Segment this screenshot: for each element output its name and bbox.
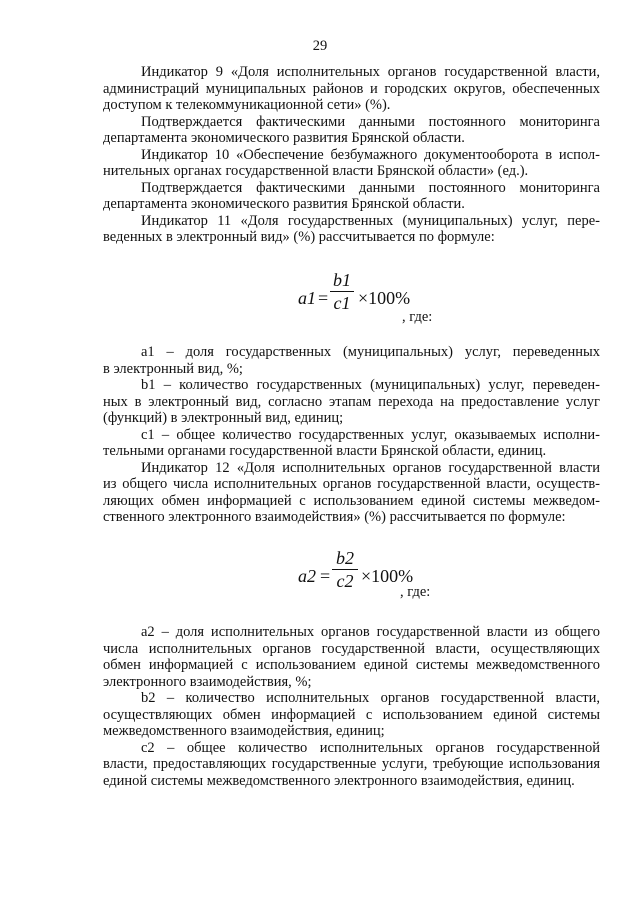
text-line: из общего числа исполнительных органов государственной власти, осуществ- (103, 476, 600, 492)
text-line: власти, предоставляющих государственные услуги, требующие использования (103, 756, 600, 772)
text-line: в электронный вид, %; (103, 360, 243, 377)
formula-lhs: a2 (298, 566, 316, 586)
formula-multiplier: ×100% (358, 288, 411, 308)
formula-where-label: , где: (402, 309, 433, 325)
text-line: Индикатор 12 «Доля исполнительных органов государственной власти (141, 459, 600, 476)
formula-numerator: b2 (336, 548, 354, 568)
formula-equals: = (318, 288, 329, 308)
text-line: Индикатор 11 «Доля государственных (муниципальных) услуг, пере- (141, 212, 600, 229)
text-line: обмен информацией с использованием единой системы межведомственного (103, 657, 600, 673)
formula-lhs: a1 (298, 288, 316, 308)
text-line: доступом к телекоммуникационной сети» (%). (103, 97, 391, 113)
text-line: единой системы межведомственного электронного взаимодействия, единиц. (103, 772, 575, 789)
formula-denominator: c1 (333, 293, 351, 313)
formula-a2 (298, 548, 498, 608)
text-line: веденных в электронный вид» (%) рассчитывается по формуле: (103, 229, 495, 245)
text-line: межведомственного взаимодействия, единиц; (103, 723, 385, 739)
text-line: тельными органами государственной власти Брянской области, единиц. (103, 443, 547, 459)
text-line: электронного взаимодействия, %; (103, 673, 312, 690)
text-line: а1 – доля государственных (муниципальных) услуг, переведенных (141, 344, 600, 360)
page-number: 29 (312, 38, 328, 54)
text-line: b2 – количество исполнительных органов государственной власти, (141, 690, 600, 706)
text-block-indicators-9-11 (103, 64, 600, 246)
formula-a1 (298, 270, 498, 330)
text-line: департамента экономического развития Брянской области. (103, 130, 465, 146)
fraction-bar (332, 569, 358, 570)
text-line: числа исполнительных органов государственной власти, осуществляющих (103, 640, 600, 657)
text-line: осуществляющих обмен информацией с использованием единой системы (103, 706, 600, 723)
text-block-definitions-2 (103, 624, 600, 789)
formula-multiplier: ×100% (361, 566, 414, 586)
text-line: ственного электронного взаимодействия» (%) рассчитывается по формуле: (103, 509, 566, 525)
text-line: ляющих обмен информацией с использованием единой системы межведом- (103, 492, 600, 509)
text-line: с1 – общее количество государственных услуг, оказываемых исполни- (141, 426, 600, 443)
formula-equals: = (320, 566, 331, 586)
text-line: (функций) в электронный вид, единиц; (103, 410, 344, 426)
text-line: департамента экономического развития Брянской области. (103, 196, 465, 212)
text-block-definitions-1 (103, 344, 600, 526)
text-line: администраций муниципальных районов и городских округов, обеспеченных (103, 80, 600, 97)
fraction-bar (330, 291, 354, 292)
text-line: Индикатор 9 «Доля исполнительных органов государственной власти, (141, 64, 600, 80)
formula-numerator: b1 (333, 270, 351, 290)
text-line: ных в электронный вид, согласно этапам перехода на предоставление услуг (103, 393, 600, 410)
text-line: а2 – доля исполнительных органов государственной власти из общего (141, 624, 600, 640)
formula-where-label: , где: (400, 584, 431, 600)
text-line: b1 – количество государственных (муниципальных) услуг, переведен- (141, 377, 600, 393)
formula-denominator: c2 (336, 571, 354, 591)
text-line: Индикатор 10 «Обеспечение безбумажного документооборота в испол- (141, 146, 600, 163)
text-line: Подтверждается фактическими данными постоянного мониторинга (141, 113, 600, 130)
text-line: нительных органах государственной власти Брянской области» (ед.). (103, 163, 529, 179)
text-line: с2 – общее количество исполнительных органов государственной (141, 739, 600, 756)
formula-fraction (330, 270, 354, 313)
text-line: Подтверждается фактическими данными постоянного мониторинга (141, 179, 600, 196)
formula-fraction (332, 548, 358, 591)
